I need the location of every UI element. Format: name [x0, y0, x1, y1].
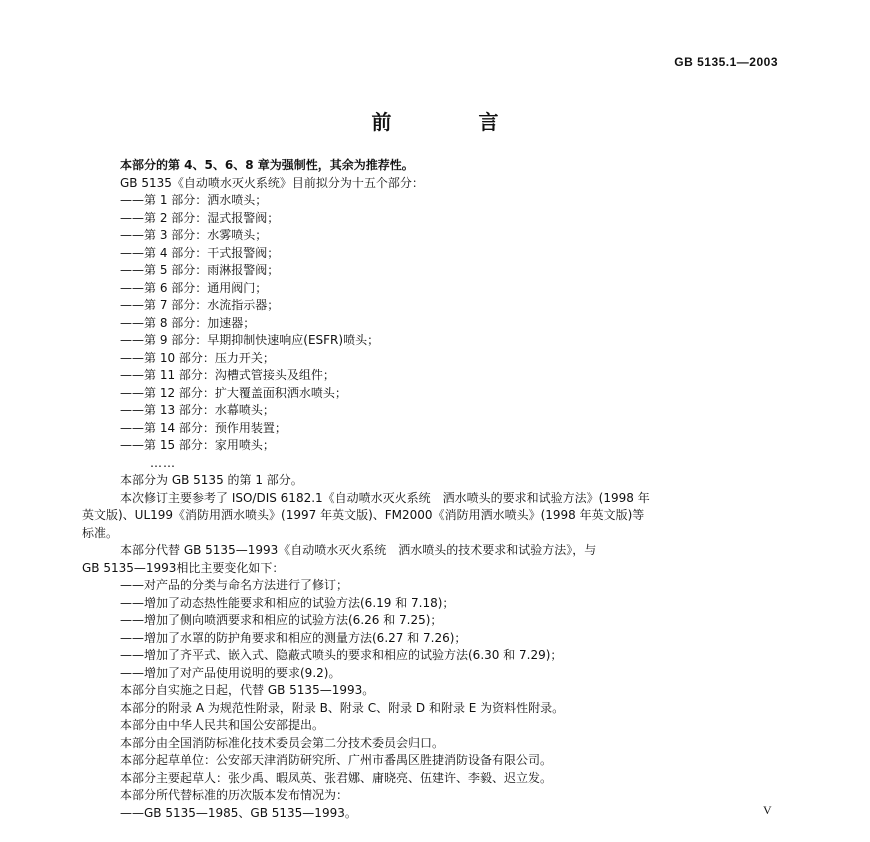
- part-list-item: ——第 7 部分：水流指示器；: [120, 298, 280, 312]
- page-title: 前 言: [371, 110, 539, 134]
- part-list-item: ——第 2 部分：湿式报警阀；: [120, 210, 280, 225]
- change-list-item: ——增加了齐平式、嵌入式、隐蔽式喷头的要求和相应的试验方法(6.30 和 7.29)；: [120, 648, 563, 662]
- part-list-item: ——第 10 部分：压力开关；: [120, 350, 275, 365]
- closing-statement: 本部分由中华人民共和国公安部提出。: [120, 718, 325, 732]
- closing-statement: 本部分的附录 A 为规范性附录，附录 B、附录 C、附录 D 和附录 E 为资料性附录。: [120, 700, 565, 715]
- part-list-item: ——第 12 部分：扩大覆盖面积洒水喷头；: [120, 385, 347, 400]
- mandatory-statement: 本部分的第 4、5、6、8 章为强制性，其余为推荐性。: [120, 158, 414, 172]
- part-list-item: ——第 8 部分：加速器；: [120, 315, 256, 330]
- closing-statement: ——GB 5135—1985、GB 5135—1993。: [120, 805, 357, 820]
- change-list-item: ——增加了水罩的防护角要求和相应的测量方法(6.27 和 7.26)；: [120, 630, 467, 645]
- revision-reference-line: 本次修订主要参考了 ISO/DIS 6182.1《自动喷水灭火系统 洒水喷头的要求和试验方法》(1998 年: [120, 490, 650, 505]
- standard-code: GB 5135.1—2003: [674, 55, 778, 69]
- change-list-item: ——增加了对产品使用说明的要求(9.2)。: [120, 665, 341, 680]
- part-list-item: ——第 5 部分：雨淋报警阀；: [120, 263, 280, 277]
- change-list-item: ——增加了侧向喷洒要求和相应的试验方法(6.26 和 7.25)；: [120, 613, 443, 627]
- closing-statement: 本部分由全国消防标准化技术委员会第二分技术委员会归口。: [120, 735, 445, 750]
- replaces-statement-line: GB 5135—1993相比主要变化如下：: [82, 560, 285, 575]
- part-list-item: ——第 6 部分：通用阀门；: [120, 280, 268, 295]
- closing-statement: 本部分自实施之日起，代替 GB 5135—1993。: [120, 683, 375, 697]
- part-list-item: ——第 9 部分：早期抑制快速响应(ESFR)喷头；: [120, 333, 380, 347]
- this-part-statement: 本部分为 GB 5135 的第 1 部分。: [120, 473, 303, 487]
- part-list-item: ——第 11 部分：沟槽式管接头及组件；: [120, 368, 335, 382]
- part-list-item: ——第 13 部分：水幕喷头；: [120, 403, 275, 417]
- change-list-item: ——对产品的分类与命名方法进行了修订；: [120, 578, 349, 592]
- part-list-item: ——第 3 部分：水雾喷头；: [120, 228, 268, 242]
- replaces-statement-line: 本部分代替 GB 5135—1993《自动喷水灭火系统 洒水喷头的技术要求和试验方法》，与: [120, 543, 597, 557]
- foreword-body: [82, 157, 780, 822]
- closing-statement: 本部分所代替标准的历次版本发布情况为：: [120, 788, 349, 802]
- part-list-item: ——第 1 部分：洒水喷头；: [120, 193, 268, 207]
- page-number: V: [763, 803, 772, 817]
- list-ellipsis: ……: [150, 455, 176, 470]
- closing-statement: 本部分主要起草人：张少禹、暇凤英、张君娜、庸晓亮、伍建许、李毅、迟立发。: [120, 770, 553, 785]
- part-list-item: ——第 4 部分：干式报警阀；: [120, 245, 280, 260]
- parts-intro: GB 5135《自动喷水灭火系统》目前拟分为十五个部分：: [120, 175, 424, 190]
- revision-reference-line: 英文版)、UL199《消防用洒水喷头》(1997 年英文版)、FM2000《消防用洒水喷头》(1998 年英文版)等: [82, 508, 645, 522]
- part-list-item: ——第 14 部分：预作用装置；: [120, 420, 287, 435]
- part-list-item: ——第 15 部分：家用喷头；: [120, 438, 275, 452]
- change-list-item: ——增加了动态热性能要求和相应的试验方法(6.19 和 7.18)；: [120, 595, 455, 610]
- revision-reference-line: 标准。: [82, 525, 119, 540]
- closing-statement: 本部分起草单位：公安部天津消防研究所、广州市番禺区胜捷消防设备有限公司。: [120, 753, 553, 767]
